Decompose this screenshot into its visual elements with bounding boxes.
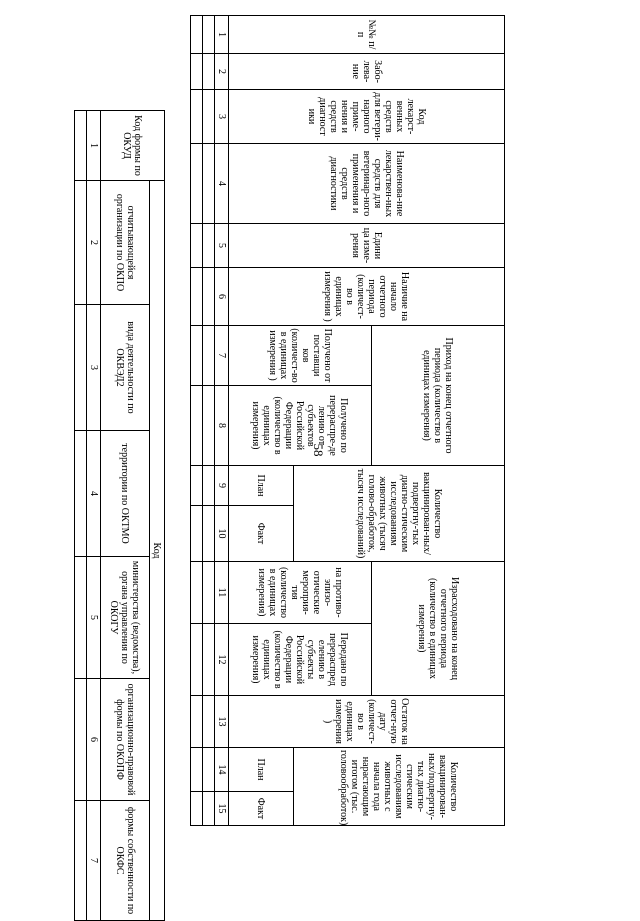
col-num: 5 bbox=[87, 557, 101, 679]
col-num: 3 bbox=[87, 305, 101, 431]
col-num: 6 bbox=[87, 679, 101, 801]
col-num: 13 bbox=[215, 696, 229, 748]
codes-table bbox=[74, 110, 165, 920]
col-num: 8 bbox=[215, 386, 229, 466]
data-cell bbox=[203, 16, 215, 54]
okved-header: вида деятельности по ОКВЭД2 bbox=[101, 305, 150, 431]
col-num: 11 bbox=[215, 562, 229, 624]
spent-redistribution-header: Передано по перераспред елению в субъекты Российской Федерации (количество в единицах измерения) bbox=[229, 624, 372, 696]
col-num: 6 bbox=[215, 268, 229, 326]
okogu-header: министерства (ведомства), органа управления по ОКОГУ bbox=[101, 557, 150, 679]
col-num: 3 bbox=[215, 90, 229, 144]
fact-header: Факт bbox=[229, 506, 294, 562]
col-num: 14 bbox=[215, 748, 229, 792]
kod-header: Код bbox=[150, 181, 165, 921]
plan-header: План bbox=[229, 466, 294, 506]
col-num: 4 bbox=[215, 144, 229, 224]
disease-header: Забо-лева-ние bbox=[229, 54, 505, 90]
fact-header: Факт bbox=[229, 792, 294, 826]
col-num: 2 bbox=[215, 54, 229, 90]
okud-header: Код формы по ОКУД bbox=[101, 111, 165, 181]
income-redistribution-header: Получено по перераспре-де лению от субъектов Российской Федерации (количество в единицах измерения) bbox=[229, 386, 372, 466]
medicines-table bbox=[190, 15, 505, 825]
spent-antiepizootic-header: на противо-эпизо-отические мероприя-тия (количество в единицах измерения) bbox=[229, 562, 372, 624]
col-num: 1 bbox=[215, 16, 229, 54]
col-num: 1 bbox=[87, 111, 101, 181]
vaccinated-ytd-header: Количество вакцинирован-ных/подвергну-тых диагно-стическим исследованиям животных с начала года нарастающим итогом (тыс. головообработок) bbox=[294, 748, 505, 826]
col-num: 10 bbox=[215, 506, 229, 562]
income-suppliers-header: Получено от поставщи ков (количест-во в единицах измерения ) bbox=[229, 326, 372, 386]
col-num: 4 bbox=[87, 431, 101, 557]
vaccinated-header: Количество вакцинирован-ных/подвергну-тых диагно-стическим исследованиям животных (тысяч голово-обработок, тысяч исследований) bbox=[294, 466, 505, 562]
spent-header: Израсходовано на конец отчетного периода (количество в единицах измерения) bbox=[372, 562, 505, 696]
col-num: 5 bbox=[215, 224, 229, 268]
col-num: 7 bbox=[215, 326, 229, 386]
start-balance-header: Наличие на начало отчетного периода (количест-во в единицах измерения ) bbox=[229, 268, 505, 326]
num-header: №№ п/п bbox=[229, 16, 505, 54]
plan-header: План bbox=[229, 748, 294, 792]
col-num: 12 bbox=[215, 624, 229, 696]
okfs-header: формы собственности по ОКФС bbox=[101, 801, 150, 921]
col-num: 9 bbox=[215, 466, 229, 506]
code-header: Код лекарст-венных средств для ветери-нарного приме-нения и средств диагност ики bbox=[229, 90, 505, 144]
col-num: 7 bbox=[87, 801, 101, 921]
okopf-header: организационно-правовой формы по ОКОПФ bbox=[101, 679, 150, 801]
page-number: 58 bbox=[311, 443, 326, 457]
unit-header: Едини ца изме-рения bbox=[229, 224, 505, 268]
income-header: Приход на конец отчетного периода (количество в единицах измерения) bbox=[372, 326, 505, 466]
col-num: 15 bbox=[215, 792, 229, 826]
data-cell bbox=[75, 111, 87, 181]
name-header: Наименова-ние лекарствен-ных средств для ветеринар-ного применения и средств диагностики bbox=[229, 144, 505, 224]
data-cell bbox=[191, 16, 203, 54]
okpo-header: отчитывающейся организации по ОКПО bbox=[101, 181, 150, 305]
col-num: 2 bbox=[87, 181, 101, 305]
remain-header: Остаток на отчет-ную дату (количест-во в единицах измерения ) bbox=[229, 696, 505, 748]
oktmo-header: территории по ОКТМО bbox=[101, 431, 150, 557]
